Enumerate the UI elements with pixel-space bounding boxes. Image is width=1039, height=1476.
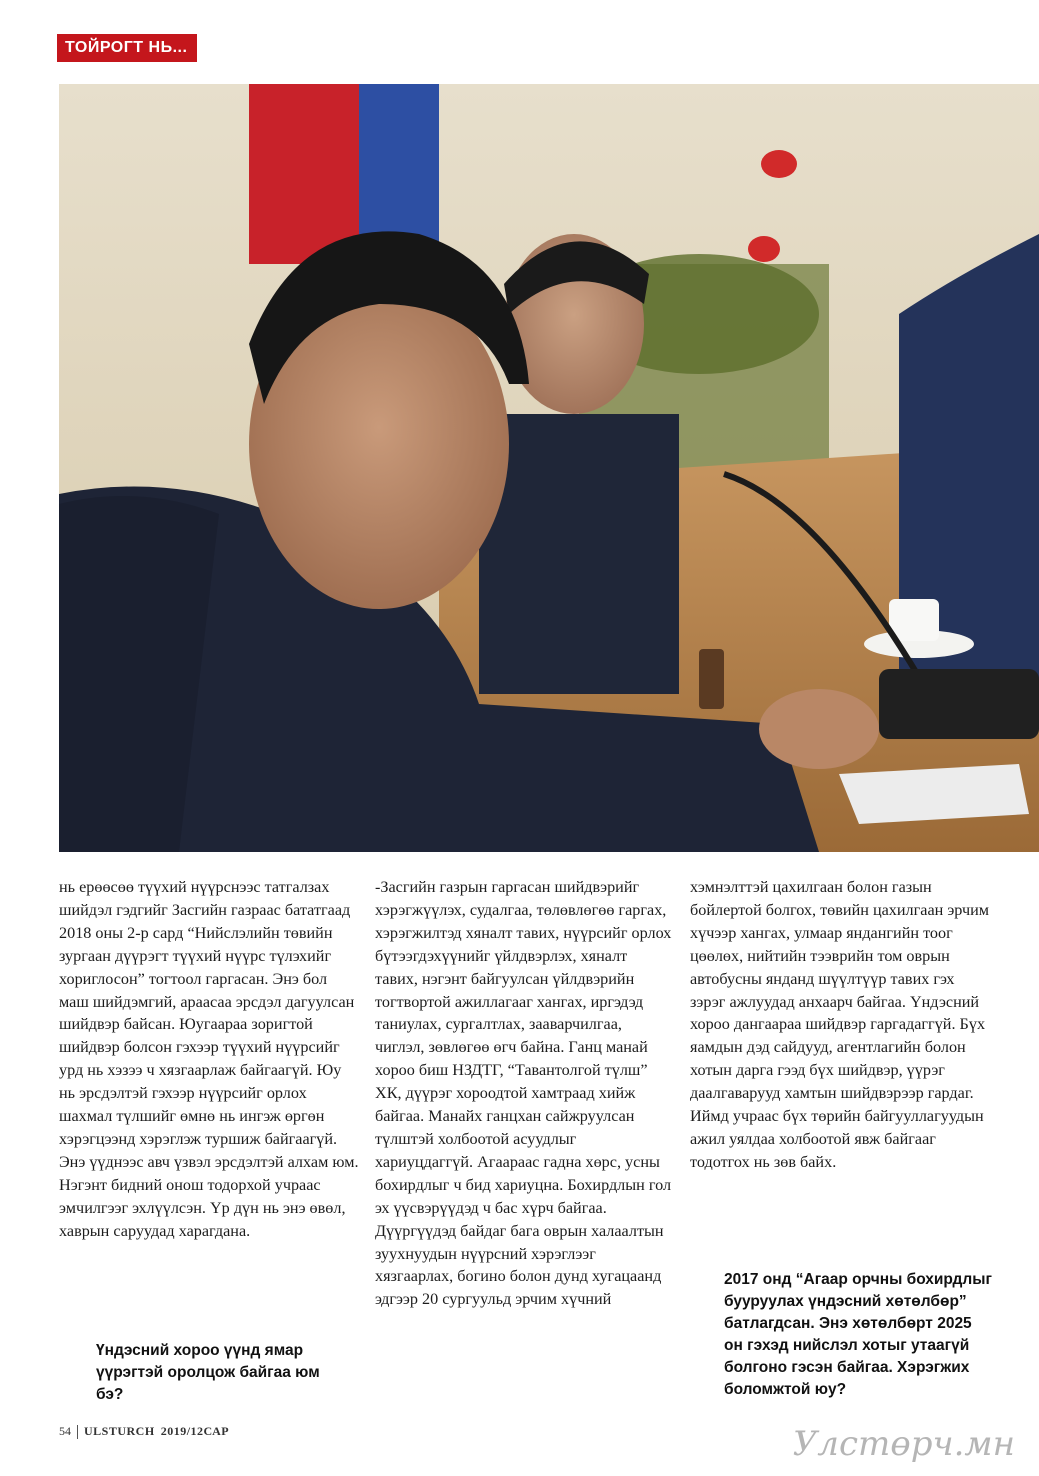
page-footer [59, 1424, 229, 1439]
article-photo [59, 84, 1039, 852]
section-tag: ТОЙРОГТ НЬ... [57, 34, 197, 62]
column-2-text: -Засгийн газрын гаргасан шийдвэрийг хэрэгжүүлэх, судалгаа, төлөвлөгөө гаргах, хэрэгжилтэд хяналт тавих, нүүрсийг орлох бүтээгдэхүүнийг үйлдвэрлэх, хяналт тавих, нэгэнт байгуулсан үйлдвэрийн тогтвортой ажиллагааг хангах, иргэдэд таниулах, сургалтлах, зааварчилгаа, чиглэл, зөвлөгөө өгч байна. Ганц манай хороо биш НЗДТГ, “Тавантолгой түлш” ХК, дүүрэг хороодтой хамтраад хийж байгаа. Манайх ганцхан сайжруулсан түлштэй холбоотой асуудлыг хариуцдаггүй. Агаараас гадна хөрс, усны бохирдлыг ч бид хариуцна. Бохирдлын гол эх үүсвэрүүдэд ч бас хүрч байгаа. Дүүргүүдэд байдаг бага оврын халаалтын зуухнуудын нүүрсний хэрэглээг хязгаарлах, богино болон дунд хугацаанд эдгээр 20 сургуульд эрчим хүчний [375, 878, 672, 1309]
column-2 [375, 876, 672, 1311]
magazine-name: ULSTURCH [84, 1424, 155, 1438]
column-3-text: хэмнэлттэй цахилгаан болон газын бойлертой болгох, төвийн цахилгаан эрчим хүчээр хангах, улмаар яндангийн тоог цөөлөх, нийтийн тээврийн том оврын автобусны яндaнд шүүлтүүр тавих гэх зэрэг ажлуудад анхаарч байгаа. Үндэсний хороо дангаараа шийдвэр гаргадаггүй. Бүх яамдын дэд сайдууд, агентлагийн болон хотын дарга гээд бүх шийдвэр, үүрэг даалгаварууд хамтын шийдвэрээр гардаг. Иймд учраас бүх төрийн байгууллагуудын ажил уялдаа холбоотой явж байгааг тодотгох нь зөв байх. [690, 878, 990, 1171]
issue-date: 2019/12САР [160, 1424, 230, 1438]
question-1: Үндэсний хороо үүнд ямар үүрэгтэй оролцож байгаа юм бэ? [96, 1342, 320, 1403]
column-1-text: нь ерөөсөө түүхий нүүрснээс татгалзах шийдэл гэдгийг Засгийн газраас бататгаад 2018 оны 2-р сард “Нийслэлийн төвийн зургаан дүүрэгт түүхий нүүрс түлэхийг хориглосон” тогтоол гаргасан. Энэ бол маш шийдэмгий, араасаа эрсдэл дагуулсан шийдвэр байсан. Юугаараа зоригтой шийдвэр болсон гэхээр түүхий нүүрсийг урд нь хэзээ ч хязгаарлаж байгаагүй. Юу нь эрсдэлтэй гэхээр нүүрсийг орлох шахмал түлшийг өмнө нь ингэж өргөн хэрэгцээнд хэрэглэж туршиж байгаагүй. Энэ үүднээс авч үзвэл эрсдэлтэй алхам юм. Нэгэнт бидний онош тодорхой учраас эмчилгээг эхлүүлсэн. Үр дүн нь энэ өвөл, хаврын саруудад харагдана. [59, 878, 359, 1240]
watermark: Улстөрч.мн [792, 1424, 1015, 1464]
column-1 [59, 876, 359, 1243]
footer-divider [77, 1425, 78, 1439]
photo-illustration [59, 84, 1039, 852]
column-3 [690, 876, 990, 1174]
page-number: 54 [59, 1424, 71, 1438]
question-2: 2017 онд “Агаар орчны бохирдлыг бууруулах үндэсний хөтөлбөр” батлагдсан. Энэ хөтөлбөрт 2025 он гэхэд нийслэл хотыг утаагүй болгоно гэсэн байгаа. Хэрэгжих боломжтой юу? [724, 1271, 992, 1398]
